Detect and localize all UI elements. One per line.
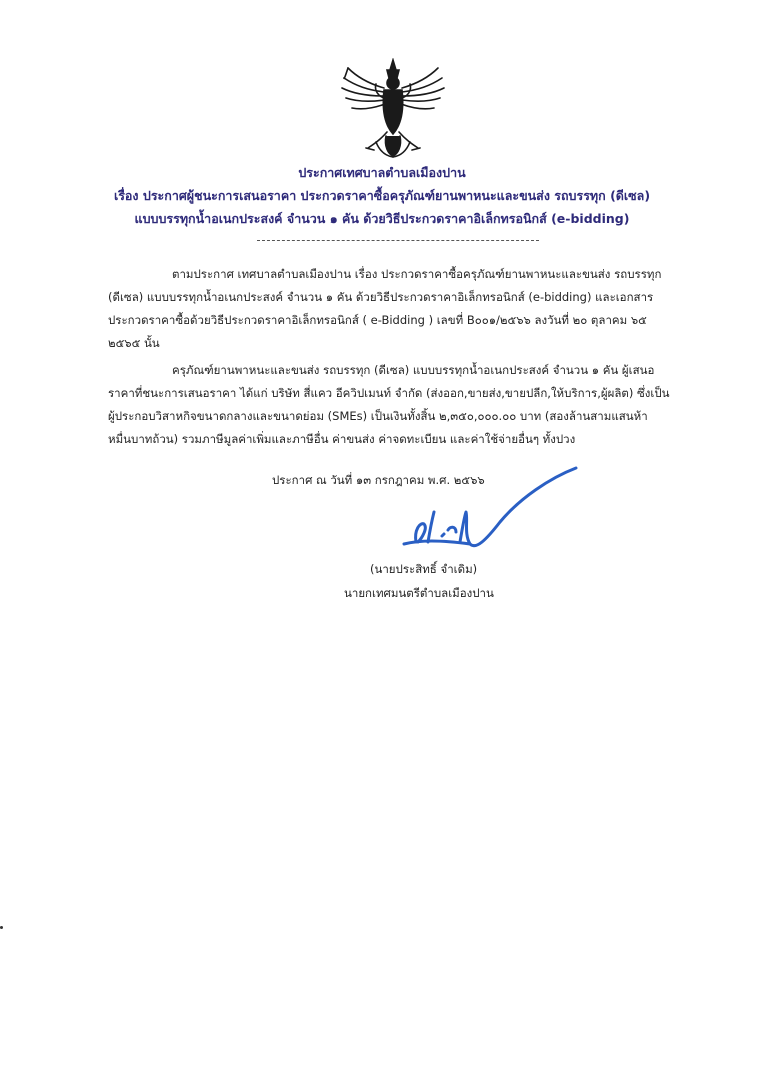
announcement-subject-line-2: แบบบรรทุกน้ำอเนกประสงค์ จำนวน ๑ คัน ด้วยวิธีประกวดราคาอิเล็กทรอนิกส์ (e-bidding) — [134, 211, 630, 226]
garuda-emblem-icon — [340, 58, 446, 158]
paragraph-2-line: ราคาที่ชนะการเสนอราคา ได้แก่ บริษัท สี่แคว อีควิปเมนท์ จำกัด (ส่งออก,ขายส่ง,ขายปลีก,ให้บริการ,ผู้ผลิต) ซึ่งเป็น — [108, 386, 670, 400]
paragraph-1-line: ตามประกาศ เทศบาลตำบลเมืองปาน เรื่อง ประกวดราคาซื้อครุภัณฑ์ยานพาหนะและขนส่ง รถบรรทุก — [172, 267, 662, 281]
announcement-title: ประกาศเทศบาลตำบลเมืองปาน — [298, 165, 466, 180]
divider — [257, 240, 539, 241]
announcement-subject-line-1: เรื่อง ประกาศผู้ชนะการเสนอราคา ประกวดราคาซื้อครุภัณฑ์ยานพาหนะและขนส่ง รถบรรทุก (ดีเซล) — [113, 188, 651, 203]
paragraph-1-line: ประกวดราคาซื้อด้วยวิธีประกวดราคาอิเล็กทรอนิกส์ ( e-Bidding ) เลขที่ B๐๐๑/๒๕๖๖ ลงวันที่ ๒๐ ตุลาคม ๖๕ — [108, 313, 647, 327]
paragraph-1-line: ๒๕๖๕ นั้น — [108, 336, 160, 350]
signer-position: นายกเทศมนตรีตำบลเมืองปาน — [344, 586, 494, 600]
announcement-date: ประกาศ ณ วันที่ ๑๓ กรกฎาคม พ.ศ. ๒๕๖๖ — [272, 473, 485, 487]
paragraph-2-line: หมื่นบาทถ้วน) รวมภาษีมูลค่าเพิ่มและภาษีอื่น ค่าขนส่ง ค่าจดทะเบียน และค่าใช้จ่ายอื่นๆ ทั้งปวง — [108, 432, 576, 446]
paragraph-2-line: ผู้ประกอบวิสาหกิจขนาดกลางและขนาดย่อม (SMEs) เป็นเงินทั้งสิ้น ๒,๓๕๐,๐๐๐.๐๐ บาท (สองล้านสามแสนห้า — [108, 409, 648, 423]
scan-speck — [0, 926, 3, 929]
paragraph-2-line: ครุภัณฑ์ยานพาหนะและขนส่ง รถบรรทุก (ดีเซล) แบบบรรทุกน้ำอเนกประสงค์ จำนวน ๑ คัน ผู้เสนอ — [172, 363, 655, 377]
paragraph-1-line: (ดีเซล) แบบบรรทุกน้ำอเนกประสงค์ จำนวน ๑ คัน ด้วยวิธีประกวดราคาอิเล็กทรอนิกส์ (e-bidding) และเอกสาร — [108, 290, 654, 304]
signature-image — [390, 460, 590, 560]
signer-name: (นายประสิทธิ์ จำเดิม) — [370, 562, 478, 576]
